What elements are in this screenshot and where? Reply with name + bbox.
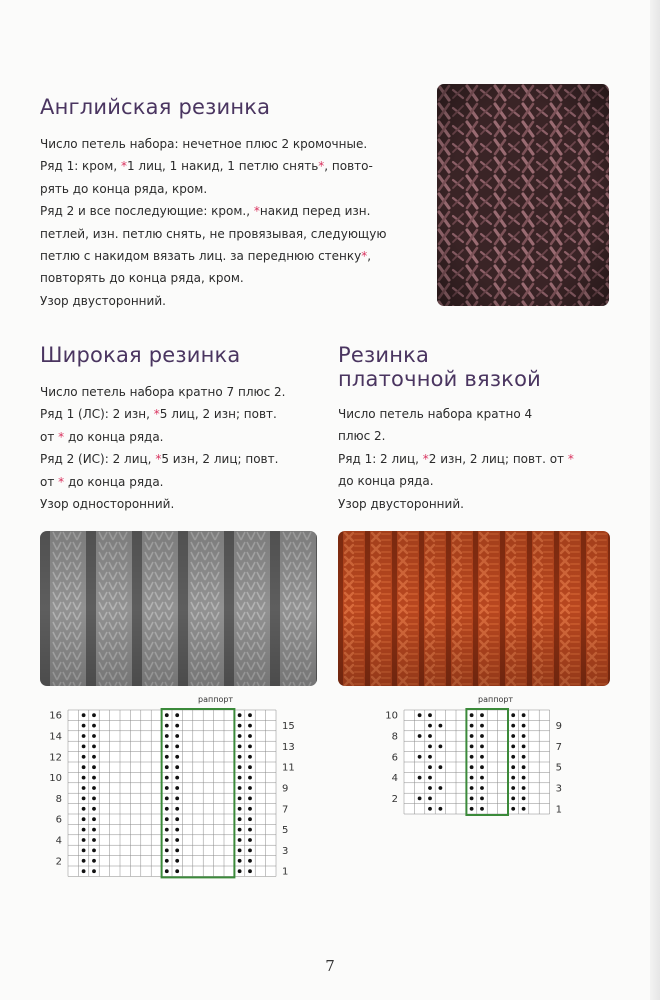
row-number-right: 7 bbox=[282, 804, 289, 816]
purl-dot bbox=[175, 713, 179, 717]
purl-dot bbox=[470, 745, 474, 749]
english-rib-knit-image bbox=[437, 84, 609, 306]
garter-rib-photo bbox=[338, 531, 610, 686]
purl-dot bbox=[480, 755, 484, 759]
purl-dot bbox=[439, 807, 443, 811]
english-rib-title: Английская резинка bbox=[40, 95, 271, 119]
english-rib-text bbox=[40, 133, 425, 312]
purl-dot bbox=[428, 724, 432, 728]
purl-dot bbox=[175, 849, 179, 853]
purl-dot bbox=[522, 734, 526, 738]
text-line bbox=[40, 448, 330, 470]
purl-dot bbox=[165, 797, 169, 801]
purl-dot bbox=[92, 776, 96, 780]
purl-dot bbox=[522, 797, 526, 801]
garter-rib-title-line2: платочной вязкой bbox=[338, 367, 541, 391]
purl-dot bbox=[470, 786, 474, 790]
text-run: до конца ряда. bbox=[64, 474, 164, 489]
row-number-left: 12 bbox=[49, 752, 62, 764]
text-line bbox=[40, 493, 330, 515]
purl-dot bbox=[165, 745, 169, 749]
purl-dot bbox=[248, 797, 252, 801]
row-number-left: 8 bbox=[55, 793, 62, 805]
asterisk: * bbox=[253, 204, 260, 219]
text-line bbox=[40, 426, 330, 448]
purl-dot bbox=[92, 724, 96, 728]
purl-dot bbox=[428, 786, 432, 790]
text-line bbox=[338, 425, 618, 447]
garter-rib-title bbox=[338, 343, 541, 391]
purl-dot bbox=[248, 817, 252, 821]
purl-dot bbox=[165, 734, 169, 738]
purl-dot bbox=[238, 724, 242, 728]
purl-dot bbox=[165, 828, 169, 832]
purl-dot bbox=[82, 734, 86, 738]
purl-dot bbox=[175, 776, 179, 780]
purl-dot bbox=[238, 828, 242, 832]
purl-dot bbox=[175, 765, 179, 769]
purl-dot bbox=[92, 786, 96, 790]
purl-dot bbox=[92, 807, 96, 811]
purl-dot bbox=[480, 734, 484, 738]
purl-dot bbox=[428, 713, 432, 717]
purl-dot bbox=[238, 849, 242, 853]
text-run: 2 изн, 2 лиц; повт. от bbox=[428, 451, 568, 466]
purl-dot bbox=[175, 755, 179, 759]
text-run: Число петель набора кратно 7 плюс 2. bbox=[40, 385, 286, 399]
purl-dot bbox=[175, 745, 179, 749]
purl-dot bbox=[82, 755, 86, 759]
purl-dot bbox=[248, 849, 252, 853]
purl-dot bbox=[511, 765, 515, 769]
purl-dot bbox=[238, 797, 242, 801]
purl-dot bbox=[165, 859, 169, 863]
asterisk: * bbox=[58, 429, 65, 444]
purl-dot bbox=[522, 745, 526, 749]
english-rib-photo bbox=[437, 84, 609, 306]
purl-dot bbox=[175, 724, 179, 728]
purl-dot bbox=[428, 745, 432, 749]
text-run: от bbox=[40, 429, 59, 444]
purl-dot bbox=[92, 745, 96, 749]
purl-dot bbox=[248, 734, 252, 738]
text-line bbox=[40, 267, 425, 289]
text-line bbox=[338, 470, 618, 492]
right-chart-rapport-label: раппорт bbox=[478, 695, 514, 704]
purl-dot bbox=[175, 859, 179, 863]
text-run: от bbox=[40, 474, 59, 489]
purl-dot bbox=[82, 817, 86, 821]
row-number-right: 7 bbox=[555, 741, 562, 753]
row-number-right: 15 bbox=[282, 721, 295, 733]
purl-dot bbox=[480, 713, 484, 717]
wide-rib-photo bbox=[40, 531, 317, 686]
text-run: до конца ряда. bbox=[64, 429, 164, 444]
wide-rib-knit-image bbox=[40, 531, 317, 686]
purl-dot bbox=[238, 817, 242, 821]
purl-dot bbox=[511, 734, 515, 738]
purl-dot bbox=[480, 797, 484, 801]
purl-dot bbox=[428, 776, 432, 780]
purl-dot bbox=[238, 713, 242, 717]
wide-rib-title: Широкая резинка bbox=[40, 343, 241, 367]
purl-dot bbox=[248, 859, 252, 863]
left-chart-rapport-label: раппорт bbox=[198, 695, 234, 704]
purl-dot bbox=[470, 713, 474, 717]
purl-dot bbox=[175, 828, 179, 832]
asterisk: * bbox=[153, 407, 160, 422]
purl-dot bbox=[82, 838, 86, 842]
text-run: 5 лиц, 2 изн; повт. bbox=[159, 407, 277, 422]
purl-dot bbox=[470, 776, 474, 780]
text-run: повторять до конца ряда, кром. bbox=[40, 271, 244, 286]
purl-dot bbox=[165, 807, 169, 811]
purl-dot bbox=[238, 869, 242, 873]
purl-dot bbox=[92, 869, 96, 873]
purl-dot bbox=[175, 734, 179, 738]
purl-dot bbox=[439, 786, 443, 790]
purl-dot bbox=[175, 817, 179, 821]
purl-dot bbox=[428, 797, 432, 801]
purl-dot bbox=[165, 755, 169, 759]
purl-dot bbox=[92, 713, 96, 717]
purl-dot bbox=[511, 745, 515, 749]
text-run: плюс 2. bbox=[338, 429, 386, 444]
row-number-left: 6 bbox=[391, 752, 398, 764]
purl-dot bbox=[92, 849, 96, 853]
purl-dot bbox=[248, 776, 252, 780]
purl-dot bbox=[522, 807, 526, 811]
purl-dot bbox=[511, 797, 515, 801]
garter-rib-knit-image bbox=[338, 531, 610, 686]
purl-dot bbox=[82, 797, 86, 801]
purl-dot bbox=[82, 869, 86, 873]
purl-dot bbox=[238, 776, 242, 780]
purl-dot bbox=[248, 786, 252, 790]
purl-dot bbox=[165, 817, 169, 821]
purl-dot bbox=[165, 724, 169, 728]
text-line bbox=[40, 133, 425, 155]
purl-dot bbox=[480, 724, 484, 728]
purl-dot bbox=[238, 765, 242, 769]
purl-dot bbox=[248, 869, 252, 873]
text-run: Ряд 1: 2 лиц, bbox=[338, 451, 423, 466]
garter-rib-title-line1: Резинка bbox=[338, 343, 430, 367]
purl-dot bbox=[82, 849, 86, 853]
purl-dot bbox=[470, 765, 474, 769]
text-run: Число петель набора: нечетное плюс 2 кромочные. bbox=[40, 137, 368, 151]
purl-dot bbox=[522, 776, 526, 780]
purl-dot bbox=[82, 786, 86, 790]
purl-dot bbox=[248, 755, 252, 759]
purl-dot bbox=[428, 734, 432, 738]
text-run: петлю с накидом вязать лиц. за переднюю стенку bbox=[40, 249, 362, 264]
purl-dot bbox=[248, 765, 252, 769]
asterisk: * bbox=[422, 451, 429, 466]
row-number-right: 13 bbox=[282, 741, 295, 753]
row-number-left: 8 bbox=[391, 731, 398, 743]
row-number-left: 2 bbox=[55, 856, 62, 868]
row-number-right: 9 bbox=[282, 783, 289, 795]
purl-dot bbox=[470, 755, 474, 759]
text-line bbox=[40, 245, 425, 267]
text-line bbox=[40, 471, 330, 493]
purl-dot bbox=[238, 745, 242, 749]
purl-dot bbox=[82, 724, 86, 728]
purl-dot bbox=[511, 776, 515, 780]
row-number-right: 5 bbox=[282, 825, 289, 837]
purl-dot bbox=[511, 724, 515, 728]
purl-dot bbox=[175, 869, 179, 873]
purl-dot bbox=[522, 755, 526, 759]
row-number-right: 11 bbox=[282, 762, 295, 774]
purl-dot bbox=[480, 807, 484, 811]
purl-dot bbox=[522, 786, 526, 790]
purl-dot bbox=[238, 807, 242, 811]
text-line bbox=[338, 493, 618, 515]
purl-dot bbox=[92, 859, 96, 863]
purl-dot bbox=[165, 849, 169, 853]
text-run: Узор двусторонний. bbox=[40, 293, 166, 308]
text-run: Узор односторонний. bbox=[40, 497, 175, 512]
purl-dot bbox=[511, 786, 515, 790]
purl-dot bbox=[439, 765, 443, 769]
row-number-right: 5 bbox=[555, 762, 562, 774]
purl-dot bbox=[418, 797, 422, 801]
purl-dot bbox=[418, 713, 422, 717]
text-run: Ряд 2 и все последующие: кром., bbox=[40, 204, 254, 219]
purl-dot bbox=[82, 807, 86, 811]
text-run: до конца ряда. bbox=[338, 474, 434, 489]
purl-dot bbox=[470, 807, 474, 811]
purl-dot bbox=[82, 828, 86, 832]
text-run: Число петель набора кратно 4 bbox=[338, 407, 533, 421]
asterisk: * bbox=[58, 474, 65, 489]
text-run: Ряд 2 (ИС): 2 лиц, bbox=[40, 452, 156, 467]
asterisk: * bbox=[318, 159, 325, 174]
purl-dot bbox=[238, 859, 242, 863]
purl-dot bbox=[92, 797, 96, 801]
purl-dot bbox=[428, 765, 432, 769]
text-run: Ряд 1 (ЛС): 2 изн, bbox=[40, 407, 154, 422]
text-line bbox=[40, 178, 425, 200]
garter-rib-stitch-chart bbox=[378, 704, 578, 866]
page-edge bbox=[650, 0, 660, 1000]
purl-dot bbox=[248, 713, 252, 717]
purl-dot bbox=[418, 734, 422, 738]
purl-dot bbox=[92, 817, 96, 821]
row-number-right: 3 bbox=[282, 845, 289, 857]
text-line bbox=[338, 403, 618, 425]
purl-dot bbox=[248, 838, 252, 842]
purl-dot bbox=[522, 713, 526, 717]
row-number-left: 10 bbox=[385, 710, 398, 722]
purl-dot bbox=[470, 797, 474, 801]
text-run: Узор двусторонний. bbox=[338, 496, 464, 511]
purl-dot bbox=[418, 776, 422, 780]
purl-dot bbox=[522, 724, 526, 728]
text-line bbox=[40, 223, 425, 245]
purl-dot bbox=[92, 765, 96, 769]
text-run: накид перед изн. bbox=[259, 204, 371, 219]
text-line bbox=[40, 290, 425, 312]
asterisk: * bbox=[155, 452, 162, 467]
row-number-left: 2 bbox=[391, 793, 398, 805]
purl-dot bbox=[248, 724, 252, 728]
row-number-left: 4 bbox=[391, 773, 398, 785]
purl-dot bbox=[248, 745, 252, 749]
purl-dot bbox=[82, 765, 86, 769]
purl-dot bbox=[428, 755, 432, 759]
purl-dot bbox=[238, 838, 242, 842]
purl-dot bbox=[165, 765, 169, 769]
purl-dot bbox=[470, 724, 474, 728]
row-number-right: 3 bbox=[555, 783, 562, 795]
purl-dot bbox=[480, 786, 484, 790]
purl-dot bbox=[175, 838, 179, 842]
text-run: , повто- bbox=[324, 159, 373, 174]
text-run: 5 изн, 2 лиц; повт. bbox=[161, 452, 279, 467]
asterisk: * bbox=[120, 159, 127, 174]
row-number-right: 9 bbox=[555, 721, 562, 733]
purl-dot bbox=[480, 745, 484, 749]
purl-dot bbox=[511, 755, 515, 759]
text-line bbox=[40, 403, 330, 425]
purl-dot bbox=[248, 807, 252, 811]
purl-dot bbox=[439, 724, 443, 728]
purl-dot bbox=[439, 745, 443, 749]
purl-dot bbox=[480, 776, 484, 780]
purl-dot bbox=[165, 713, 169, 717]
purl-dot bbox=[248, 828, 252, 832]
purl-dot bbox=[175, 807, 179, 811]
row-number-left: 16 bbox=[49, 710, 62, 722]
asterisk: * bbox=[361, 249, 368, 264]
wide-rib-text bbox=[40, 381, 330, 515]
purl-dot bbox=[480, 765, 484, 769]
purl-dot bbox=[82, 859, 86, 863]
purl-dot bbox=[238, 734, 242, 738]
purl-dot bbox=[165, 786, 169, 790]
purl-dot bbox=[175, 786, 179, 790]
row-number-left: 10 bbox=[49, 773, 62, 785]
row-number-left: 14 bbox=[49, 731, 62, 743]
text-run: рять до конца ряда, кром. bbox=[40, 181, 208, 196]
wide-rib-stitch-chart bbox=[36, 704, 326, 936]
row-number-right: 1 bbox=[555, 804, 562, 816]
text-line bbox=[40, 381, 330, 403]
asterisk: * bbox=[567, 451, 574, 466]
text-run: , bbox=[367, 249, 372, 264]
purl-dot bbox=[92, 734, 96, 738]
purl-dot bbox=[418, 755, 422, 759]
purl-dot bbox=[82, 776, 86, 780]
purl-dot bbox=[165, 776, 169, 780]
text-run: петлей, изн. петлю снять, не провязывая, следующую bbox=[40, 226, 387, 241]
purl-dot bbox=[511, 713, 515, 717]
text-line bbox=[338, 448, 618, 470]
purl-dot bbox=[82, 713, 86, 717]
text-line bbox=[40, 155, 425, 177]
purl-dot bbox=[175, 797, 179, 801]
purl-dot bbox=[522, 765, 526, 769]
purl-dot bbox=[165, 869, 169, 873]
text-run: 1 лиц, 1 накид, 1 петлю снять bbox=[126, 159, 319, 174]
purl-dot bbox=[92, 755, 96, 759]
text-line bbox=[40, 200, 425, 222]
purl-dot bbox=[82, 745, 86, 749]
garter-rib-text bbox=[338, 403, 618, 515]
row-number-left: 4 bbox=[55, 835, 62, 847]
purl-dot bbox=[511, 807, 515, 811]
purl-dot bbox=[238, 755, 242, 759]
purl-dot bbox=[428, 807, 432, 811]
page-number: 7 bbox=[325, 957, 335, 975]
row-number-left: 6 bbox=[55, 814, 62, 826]
purl-dot bbox=[470, 734, 474, 738]
row-number-right: 1 bbox=[282, 866, 289, 878]
purl-dot bbox=[92, 838, 96, 842]
text-run: Ряд 1: кром, bbox=[40, 159, 121, 174]
purl-dot bbox=[165, 838, 169, 842]
purl-dot bbox=[238, 786, 242, 790]
purl-dot bbox=[92, 828, 96, 832]
